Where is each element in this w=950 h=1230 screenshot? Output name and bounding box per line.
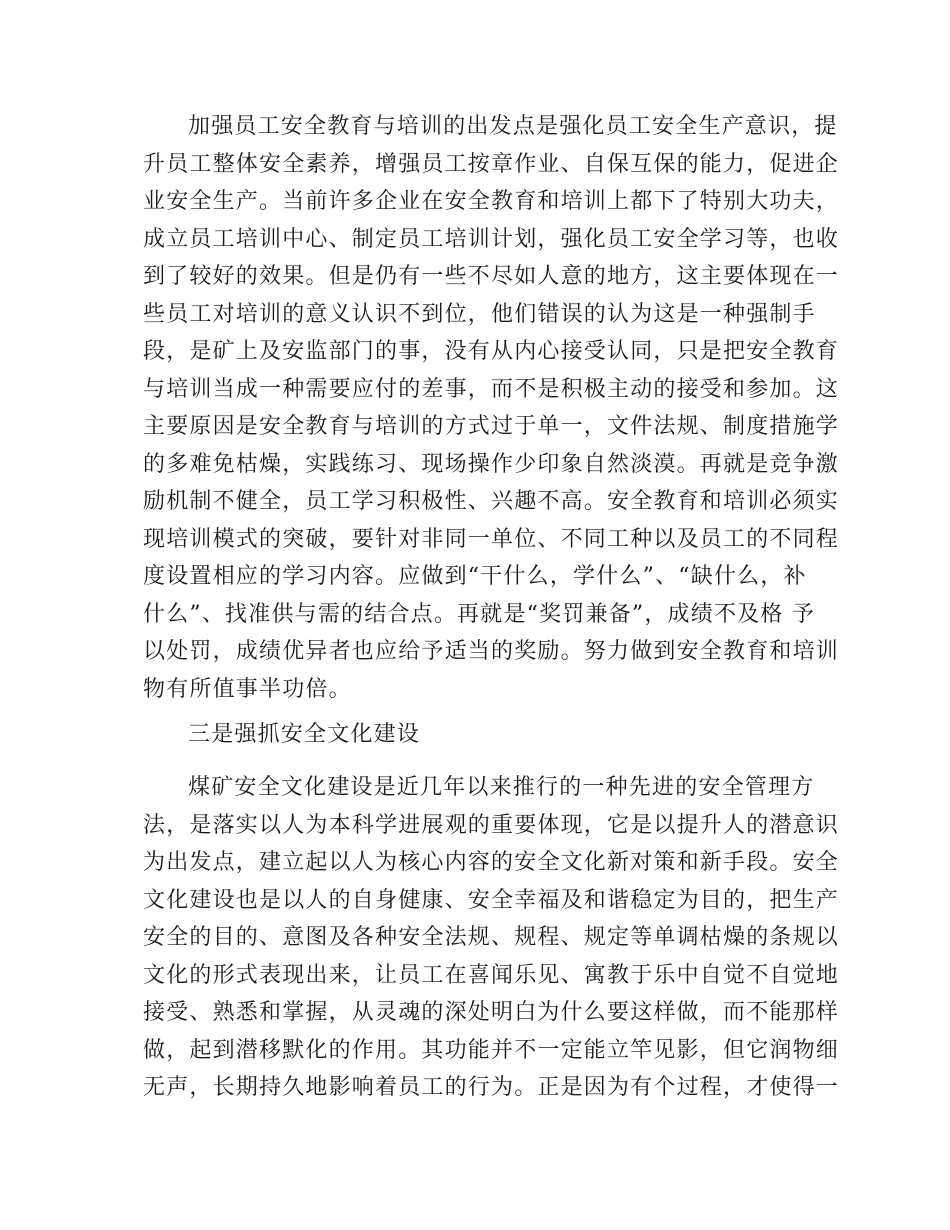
paragraph-line: 的多难免枯燥，实践练习、现场操作少印象自然淡漠。再就是竞争激 xyxy=(143,451,840,477)
paragraph-line: 度设置相应的学习内容。应做到“干什么，学什么”、“缺什么，补 xyxy=(143,564,807,589)
paragraph-line: 升员工整体安全素养，增强员工按章作业、自保互保的能力，促进企 xyxy=(143,151,840,177)
paragraph-safety-culture xyxy=(143,769,840,1107)
paragraph-line: 与培训当成一种需要应付的差事，而不是积极主动的接受和参加。这 xyxy=(143,376,840,402)
paragraph-line: 主要原因是安全教育与培训的方式过于单一，文件法规、制度措施学 xyxy=(143,414,840,439)
paragraph-line: 物有所值事半功倍。 xyxy=(143,676,352,702)
paragraph-line: 现培训模式的突破，要针对非同一单位、不同工种以及员工的不同程 xyxy=(143,526,840,552)
paragraph-line: 文化建设也是以人的自身健康、安全幸福及和谐稳定为目的，把生产 xyxy=(143,887,840,913)
paragraph-line: 煤矿安全文化建设是近几年以来推行的一种先进的安全管理方 xyxy=(188,775,815,800)
paragraph-line: 安全的目的、意图及各种安全法规、规程、规定等单调枯燥的条规以 xyxy=(143,925,840,950)
section-heading-text: 三是强抓安全文化建设 xyxy=(188,722,421,747)
paragraph-line: 法，是落实以人为本科学进展观的重要体现，它是以提升人的潜意识 xyxy=(143,812,840,838)
paragraph-safety-training xyxy=(143,108,840,708)
paragraph-line: 为出发点，建立起以人为核心内容的安全文化新对策和新手段。安全 xyxy=(143,850,840,875)
paragraph-line: 什么”、找准供与需的结合点。再就是“奖罚兼备”，成绩不及格 予 xyxy=(143,601,815,627)
paragraph-line: 做，起到潜移默化的作用。其功能并不一定能立竿见影，但它润物细 xyxy=(143,1037,840,1063)
paragraph-line: 接受、熟悉和掌握，从灵魂的深处明白为什么要这样做，而不能那样 xyxy=(143,1000,840,1025)
paragraph-line: 励机制不健全，员工学习积极性、兴趣不高。安全教育和培训必须实 xyxy=(143,489,840,514)
paragraph-line: 加强员工安全教育与培训的出发点是强化员工安全生产意识，提 xyxy=(188,114,838,139)
paragraph-line: 无声，长期持久地影响着员工的行为。正是因为有个过程，才使得一 xyxy=(143,1075,840,1100)
paragraph-line: 以处罚，成绩优异者也应给予适当的奖励。努力做到安全教育和培训 xyxy=(143,639,840,664)
section-heading xyxy=(143,716,803,754)
paragraph-line: 段，是矿上及安监部门的事，没有从内心接受认同，只是把安全教育 xyxy=(143,339,840,364)
paragraph-line: 成立员工培训中心、制定员工培训计划，强化员工安全学习等，也收 xyxy=(143,226,840,252)
paragraph-line: 文化的形式表现出来，让员工在喜闻乐见、寓教于乐中自觉不自觉地 xyxy=(143,962,840,988)
paragraph-line: 些员工对培训的意义认识不到位，他们错误的认为这是一种强制手 xyxy=(143,301,816,327)
paragraph-line: 业安全生产。当前许多企业在安全教育和培训上都下了特别大功夫， xyxy=(143,189,840,214)
paragraph-line: 到了较好的效果。但是仍有一些不尽如人意的地方，这主要体现在一 xyxy=(143,264,840,289)
